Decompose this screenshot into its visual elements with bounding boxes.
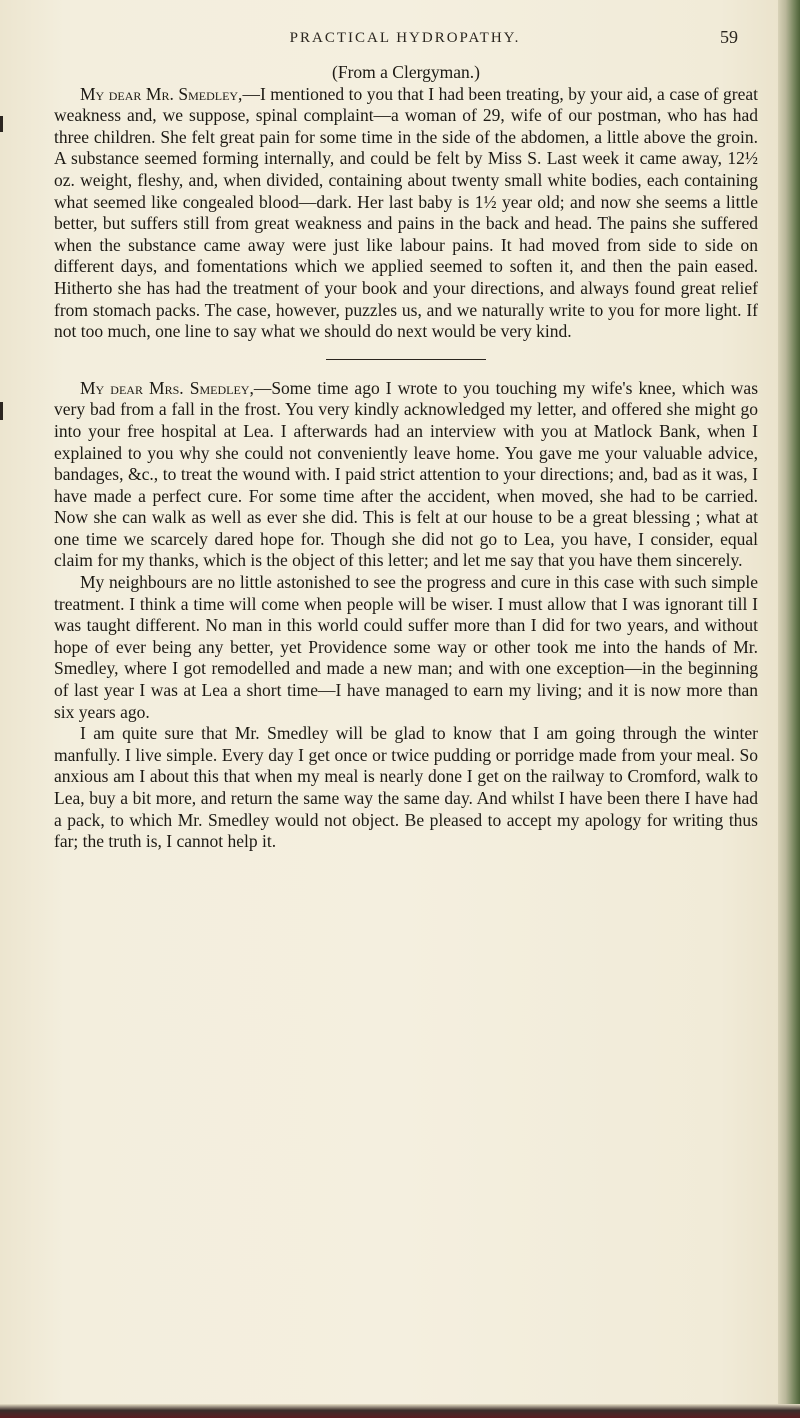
- margin-mark: [0, 402, 3, 420]
- letter-paragraph: I am quite sure that Mr. Smedley will be glad to know that I am going through the winter manfully. I live simple. Every day I get once or twice pudding or porridge made from your meal. So anxious am I about this that when my meal is nearly done I get on the railway to Cromford, walk to Lea, buy a bit more, and return the same way the same day. And whilst I have been there I have had a pack, to which Mr. Smedley would not object. Be pleased to accept my apology for writing thus far; the truth is, I cannot help it.: [54, 723, 758, 852]
- letter-paragraph: [54, 378, 758, 572]
- letter-heading: (From a Clergyman.): [332, 62, 480, 82]
- page-edge-right: [778, 0, 800, 1418]
- paragraph-text: —Some time ago I wrote to you touching my wife's knee, which was very bad from a fall in the frost. You very kindly acknowledged my letter, and offered she might go into your free hospital at Lea. I afterwards had an interview with you at Matlock Bank, when I explained to you why she could not conveniently leave home. You gave me your valuable advice, bandages, &c., to treat the wound with. I paid strict attention to your directions; and, bad as it was, I have made a perfect cure. For some time after the accident, when moved, she had to be carried. Now she can walk as well as ever she did. This is felt at our house to be a great blessing ; what at one time we scarcely dared hope for. Though she did not go to Lea, you have, I consider, equal claim for my thanks, which is the object of this letter; and let me say that you have them sincerely.: [54, 377, 759, 571]
- salutation: My dear Mrs. Smedley,: [80, 377, 254, 398]
- running-head: PRACTICAL HYDROPATHY.: [289, 30, 521, 46]
- margin-mark: [0, 116, 3, 132]
- paragraph-text: —I mentioned to you that I had been treating, by your aid, a case of great weakness and, we suppose, spinal complaint—a woman of 29, wife of our postman, who has had three children. She felt great pain for some time in the side of the abdomen, a little above the groin. A substance seemed forming internally, and could be felt by Miss S. Last week it came away, 12½ oz. weight, fleshy, and, when divided, containing about twenty small white bodies, each containing what seemed like congealed blood—dark. Her last baby is 1½ year old; and now she seems a little better, but suffers still from great weakness and pains in the back and head. The pains she suffered when the substance came away were just like labour pains. It had moved from side to side on different days, and fomentations which we applied seemed to soften it, and then the pain eased. Hitherto she has had the treatment of your book and your directions, and always found great relief from stomach packs. The case, however, puzzles us, and we naturally write to you for more light. If not too much, one line to say what we should do next would be very kind.: [54, 83, 758, 342]
- salutation: My dear Mr. Smedley,: [80, 83, 243, 104]
- page-edge-bottom: [0, 1404, 800, 1418]
- page-body: [54, 62, 758, 853]
- page-number: 59: [720, 27, 738, 47]
- letter-paragraph: [54, 84, 758, 343]
- letter-paragraph: My neighbours are no little astonished to see the progress and cure in this case with such simple treatment. I think a time will come when people will be wiser. I must allow that I was ignorant till I was taught different. No man in this world could suffer more than I did for two years, and without hope of ever being any better, yet Providence some way or other took me into the hands of Mr. Smedley, where I got remodelled and made a new man; and with one exception—in the beginning of last year I was at Lea a short time—I have managed to earn my living; and it is now more than six years ago.: [54, 572, 758, 722]
- section-divider: [326, 359, 486, 360]
